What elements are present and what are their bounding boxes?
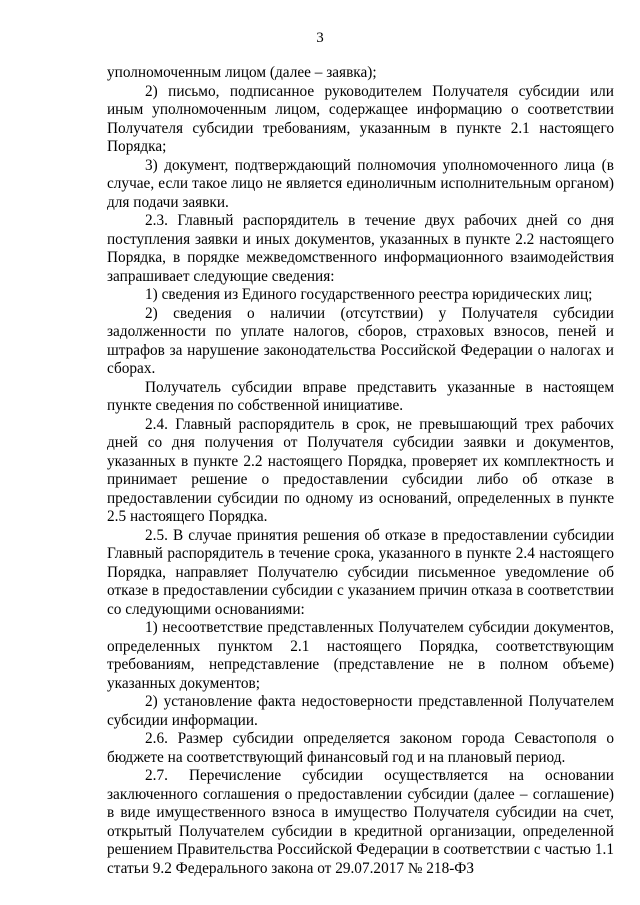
paragraph: 2.5. В случае принятия решения об отказе в предоставлении субсидии Главный распорядитель в течение срока, указанного в пункте 2.4 настоящего Порядка, направляет Получателю субсидии письменное уведомление об отказе в предоставлении субсидии с указанием причин отказа в соответствии со следующими основаниями: <box>107 526 614 618</box>
paragraph: 2.6. Размер субсидии определяется законом города Севастополя о бюджете на соответствующий финансовый год и на плановый период. <box>107 730 614 766</box>
paragraph: 2.4. Главный распорядитель в срок, не превышающий трех рабочих дней со дня получения от Получателя субсидии заявки и документов, указанных в пункте 2.2 настоящего Порядка, проверяет их комплектность и принимает решение о предоставлении субсидии либо об отказе в предоставлении субсидии по одному из оснований, определенных в пункте 2.5 настоящего Порядка. <box>107 415 614 525</box>
paragraph: 2) письмо, подписанное руководителем Получателя субсидии или иным уполномоченным лицом, содержащее информацию о соответствии Получателя субсидии требованиям, указанным в пункте 2.1 настоящего Порядка; <box>107 82 614 155</box>
paragraph: 3) документ, подтверждающий полномочия уполномоченного лица (в случае, если такое лицо не является единоличным исполнительным органом) для подачи заявки. <box>107 156 614 211</box>
paragraph: 1) сведения из Единого государственного реестра юридических лиц; <box>145 286 593 303</box>
paragraph: 2) сведения о наличии (отсутствии) у Получателя субсидии задолженности по уплате налогов, сборов, страховых взносов, пеней и штрафов за нарушение законодательства Российской Федерации о налогах и сборах. <box>107 304 614 377</box>
paragraph: уполномоченным лицом (далее – заявка); <box>107 64 377 81</box>
paragraph: Получатель субсидии вправе представить указанные в настоящем пункте сведения по собственной инициативе. <box>107 378 614 414</box>
paragraph: 1) несоответствие представленных Получателем субсидии документов, определенных пунктом 2.1 настоящего Порядка, соответствующим требованиям, непредставление (представление не в полном объеме) указанных документов; <box>107 619 614 692</box>
page-number: 3 <box>316 30 324 46</box>
document-body <box>107 64 614 878</box>
paragraph: 2.3. Главный распорядитель в течение двух рабочих дней со дня поступления заявки и иных документов, указанных в пункте 2.2 настоящего Порядка, в порядке межведомственного информационного взаимодействия запрашивает следующие сведения: <box>107 212 614 285</box>
paragraph: 2) установление факта недостоверности представленной Получателем субсидии информации. <box>107 693 614 729</box>
paragraph: 2.7. Перечисление субсидии осуществляется на основании заключенного соглашения о предоставлении субсидии (далее – соглашение) в виде имущественного взноса в имущество Получателя субсидии на счет, открытый Получателем субсидии в кредитной организации, определенной решением Правительства Российской Федерации в соответствии с частью 1.1 статьи 9.2 Федерального закона от 29.07.2017 № 218-ФЗ <box>107 767 614 877</box>
